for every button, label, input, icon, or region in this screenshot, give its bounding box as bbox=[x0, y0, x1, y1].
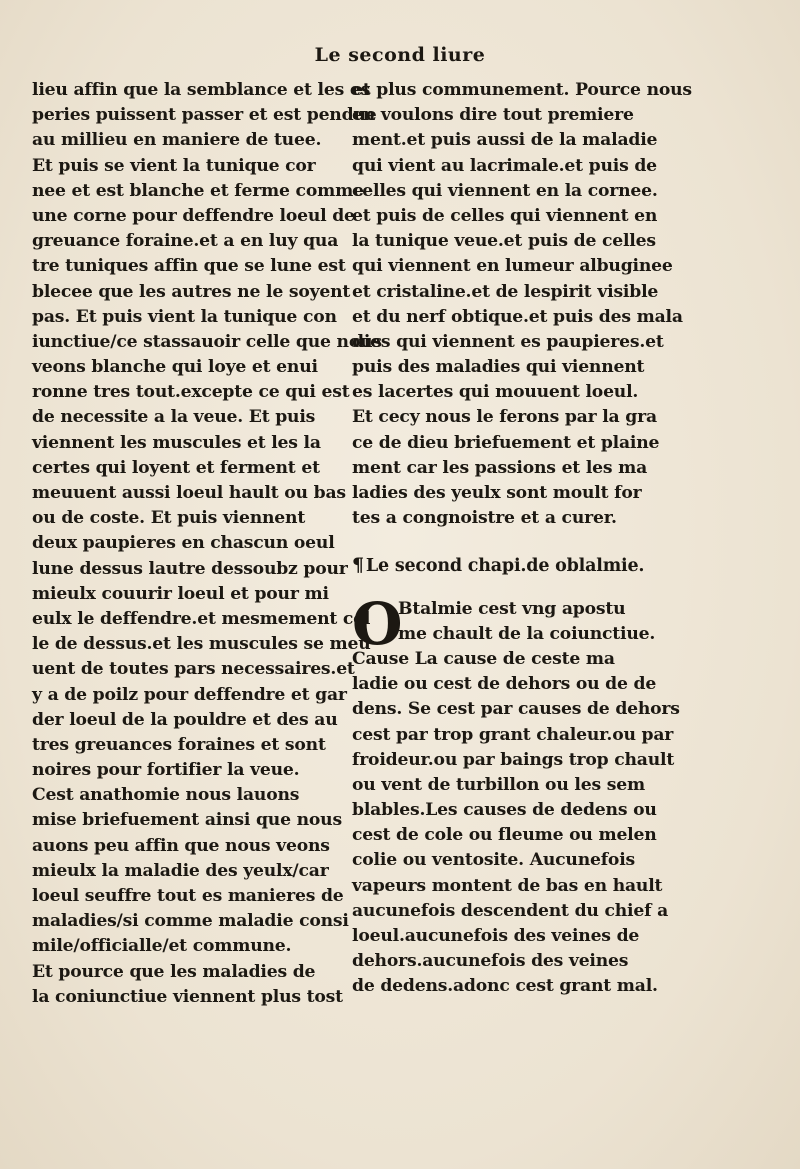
running-head: Le second liure bbox=[314, 44, 486, 66]
text-line: dies qui viennent es paupieres.et bbox=[352, 331, 664, 352]
text-line: qui vient au lacrimale.et puis de bbox=[352, 155, 657, 176]
text-line: cest par trop grant chaleur.ou par bbox=[352, 724, 674, 745]
text-line: blables.Les causes de dedens ou bbox=[352, 800, 657, 821]
text-line: et plus communement. Pource nous bbox=[352, 80, 692, 100]
text-line: ment.et puis aussi de la maladie bbox=[352, 130, 658, 151]
text-line: tres greuances foraines et sont bbox=[32, 734, 326, 755]
text-line: deux paupieres en chascun oeul bbox=[32, 533, 335, 554]
text-line: loeul.aucunefois des veines de bbox=[352, 926, 640, 946]
text-line: ou vent de turbillon ou les sem bbox=[352, 774, 645, 795]
text-line: puis des maladies qui viennent bbox=[352, 357, 645, 378]
text-line: mieulx couurir loeul et pour mi bbox=[32, 583, 329, 604]
text-line: viennent les muscules et les la bbox=[32, 432, 321, 453]
text-line: meuuent aussi loeul hault ou bas bbox=[32, 483, 346, 503]
text-line: loeul seuffre tout es manieres de bbox=[32, 886, 344, 906]
chapter-heading-text: Le second chapi.de oblalmie. bbox=[365, 556, 645, 577]
text-line: de necessite a la veue. Et puis bbox=[32, 407, 316, 428]
text-line: en voulons dire tout premiere bbox=[352, 105, 634, 126]
text-line: peries puissent passer et est pendue bbox=[32, 105, 377, 126]
text-line: colie ou ventosite. Aucunefois bbox=[352, 850, 636, 871]
chapter-heading bbox=[352, 553, 664, 578]
text-line: Et cecy nous le ferons par la gra bbox=[352, 407, 657, 428]
text-line: vapeurs montent de bas en hault bbox=[352, 875, 663, 896]
text-line: ronne tres tout.excepte ce qui est bbox=[32, 382, 350, 403]
right-column-body bbox=[352, 647, 680, 1000]
drop-initial: O bbox=[352, 589, 403, 658]
text-line: maladies/si comme maladie consi bbox=[32, 911, 349, 932]
text-line: Btalmie cest vng apostu bbox=[398, 598, 626, 619]
pilcrow-icon: ¶ bbox=[352, 554, 364, 577]
text-line: Et pource que les maladies de bbox=[32, 961, 316, 982]
text-line: de dedens.adonc cest grant mal. bbox=[352, 976, 658, 997]
text-line: eulx le deffendre.et mesmement cel bbox=[32, 608, 371, 629]
right-column-intro bbox=[352, 78, 692, 531]
text-line: mile/officialle/et commune. bbox=[32, 936, 292, 957]
text-line: es lacertes qui mouuent loeul. bbox=[352, 382, 639, 403]
text-line: nee et est blanche et ferme comme bbox=[32, 180, 364, 201]
text-line: dehors.aucunefois des veines bbox=[352, 951, 629, 972]
text-line: certes qui loyent et ferment et bbox=[32, 457, 320, 478]
text-line: auons peu affin que nous veons bbox=[32, 835, 330, 856]
text-line: au millieu en maniere de tuee. bbox=[32, 130, 322, 151]
text-line: noires pour fortifier la veue. bbox=[32, 760, 300, 781]
text-line: ce de dieu briefuement et plaine bbox=[352, 432, 660, 453]
text-line: ladies des yeulx sont moult for bbox=[352, 483, 642, 503]
text-line: mieulx la maladie des yeulx/car bbox=[32, 860, 329, 881]
text-line: aucunefois descendent du chief a bbox=[352, 900, 669, 921]
text-line: la coniunctiue viennent plus tost bbox=[32, 986, 343, 1007]
text-line: une corne pour deffendre loeul de bbox=[32, 205, 355, 226]
text-line: der loeul de la pouldre et des au bbox=[32, 709, 338, 730]
text-line: ment car les passions et les ma bbox=[352, 457, 648, 478]
text-line: Cest anathomie nous lauons bbox=[32, 785, 300, 806]
text-line: Et puis se vient la tunique cor bbox=[32, 155, 316, 176]
text-line: ou de coste. Et puis viennent bbox=[32, 508, 306, 529]
text-line: greuance foraine.et a en luy qua bbox=[32, 231, 339, 252]
text-line: tre tuniques affin que se lune est bbox=[32, 256, 346, 277]
text-line: lune dessus lautre dessoubz pour bbox=[32, 558, 348, 579]
text-line: la tunique veue.et puis de celles bbox=[352, 231, 656, 252]
text-line: cest de cole ou fleume ou melen bbox=[352, 825, 657, 846]
text-line: celles qui viennent en la cornee. bbox=[352, 180, 658, 201]
text-line: qui viennent en lumeur albuginee bbox=[352, 256, 673, 277]
text-line: blecee que les autres ne le soyent bbox=[32, 281, 351, 302]
text-line: y a de poilz pour deffendre et gar bbox=[32, 684, 347, 705]
text-line: le de dessus.et les muscules se meu bbox=[32, 634, 371, 655]
text-line: pas. Et puis vient la tunique con bbox=[32, 306, 337, 327]
text-line: et du nerf obtique.et puis des mala bbox=[352, 306, 683, 327]
right-column bbox=[352, 78, 692, 1000]
text-line: et cristaline.et de lespirit visible bbox=[352, 281, 659, 302]
text-line: lieu affin que la semblance et les es bbox=[32, 80, 371, 100]
text-line: froideur.ou par baings trop chault bbox=[352, 749, 675, 770]
chapter-opening bbox=[352, 589, 664, 658]
text-line: Cause La cause de ceste ma bbox=[352, 648, 615, 669]
text-line: tes a congnoistre et a curer. bbox=[352, 508, 617, 529]
text-line: et puis de celles qui viennent en bbox=[352, 205, 658, 226]
text-line: iunctiue/ce stassauoir celle que nous bbox=[32, 331, 382, 352]
text-line: veons blanche qui loye et enui bbox=[32, 357, 318, 378]
text-line: me chault de la coiunctiue. bbox=[398, 623, 656, 644]
text-line: uent de toutes pars necessaires.et bbox=[32, 659, 355, 680]
text-line: dens. Se cest par causes de dehors bbox=[352, 699, 680, 720]
left-column bbox=[32, 78, 382, 1010]
text-line: mise briefuement ainsi que nous bbox=[32, 810, 342, 831]
text-line: ladie ou cest de dehors ou de de bbox=[352, 674, 657, 695]
